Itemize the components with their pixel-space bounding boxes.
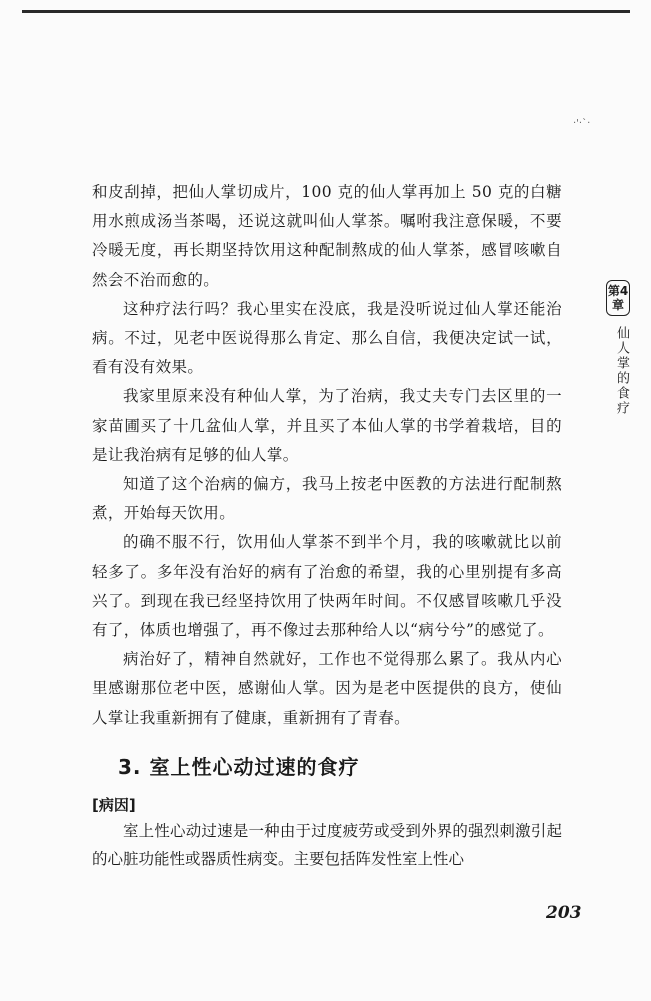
- page-body: [92, 178, 562, 873]
- paragraph-1: 和皮刮掉，把仙人掌切成片，100 克的仙人掌再加上 50 克的白糖用水煎成汤当茶喝，还说这就叫仙人掌茶。嘱咐我注意保暖，不要冷暖无度，再长期坚持饮用这种配制熬成的仙人掌茶，感冒咳嗽自然会不治而愈的。: [92, 183, 562, 289]
- paragraph-5: 的确不服不行，饮用仙人掌茶不到半个月，我的咳嗽就比以前轻多了。多年没有治好的病有了治愈的希望，我的心里别提有多高兴了。到现在我已经坚持饮用了快两年时间。不仅感冒咳嗽几乎没有了，体质也增强了，再不像过去那种给人以“病兮兮”的感觉了。: [92, 533, 562, 640]
- section-title: 3. 室上性心动过速的食疗: [118, 754, 360, 779]
- page-number: 203: [546, 903, 582, 923]
- paragraph-3: 我家里原来没有种仙人掌，为了治病，我丈夫专门去区里的一家苗圃买了十几盆仙人掌，并且买了本仙人掌的书学着栽培，目的是让我治病有足够的仙人掌。: [92, 387, 562, 464]
- scan-speck: ·'·`·: [573, 118, 591, 129]
- header-rule: [22, 10, 630, 13]
- section-body: 室上性心动过速是一种由于过度疲劳或受到外界的强烈刺激引起的心脏功能性或器质性病变。主要包括阵发性室上性心: [92, 821, 562, 868]
- chapter-sidebar: [600, 280, 636, 416]
- chapter-title: 仙人掌的食疗: [614, 326, 629, 416]
- paragraph-4: 知道了这个治病的偏方，我马上按老中医教的方法进行配制熬煮，开始每天饮用。: [92, 475, 562, 523]
- paragraph-6: 病治好了，精神自然就好，工作也不觉得那么累了。我从内心里感谢那位老中医，感谢仙人掌。因为是老中医提供的良方，使仙人掌让我重新拥有了健康，重新拥有了青春。: [92, 650, 562, 727]
- section-subhead: [病因]: [92, 795, 136, 814]
- chapter-badge: 第4章: [606, 280, 630, 316]
- paragraph-2: 这种疗法行吗？我心里实在没底，我是没听说过仙人掌还能治病。不过，见老中医说得那么肯定、那么自信，我便决定试一试，看有没有效果。: [92, 299, 562, 377]
